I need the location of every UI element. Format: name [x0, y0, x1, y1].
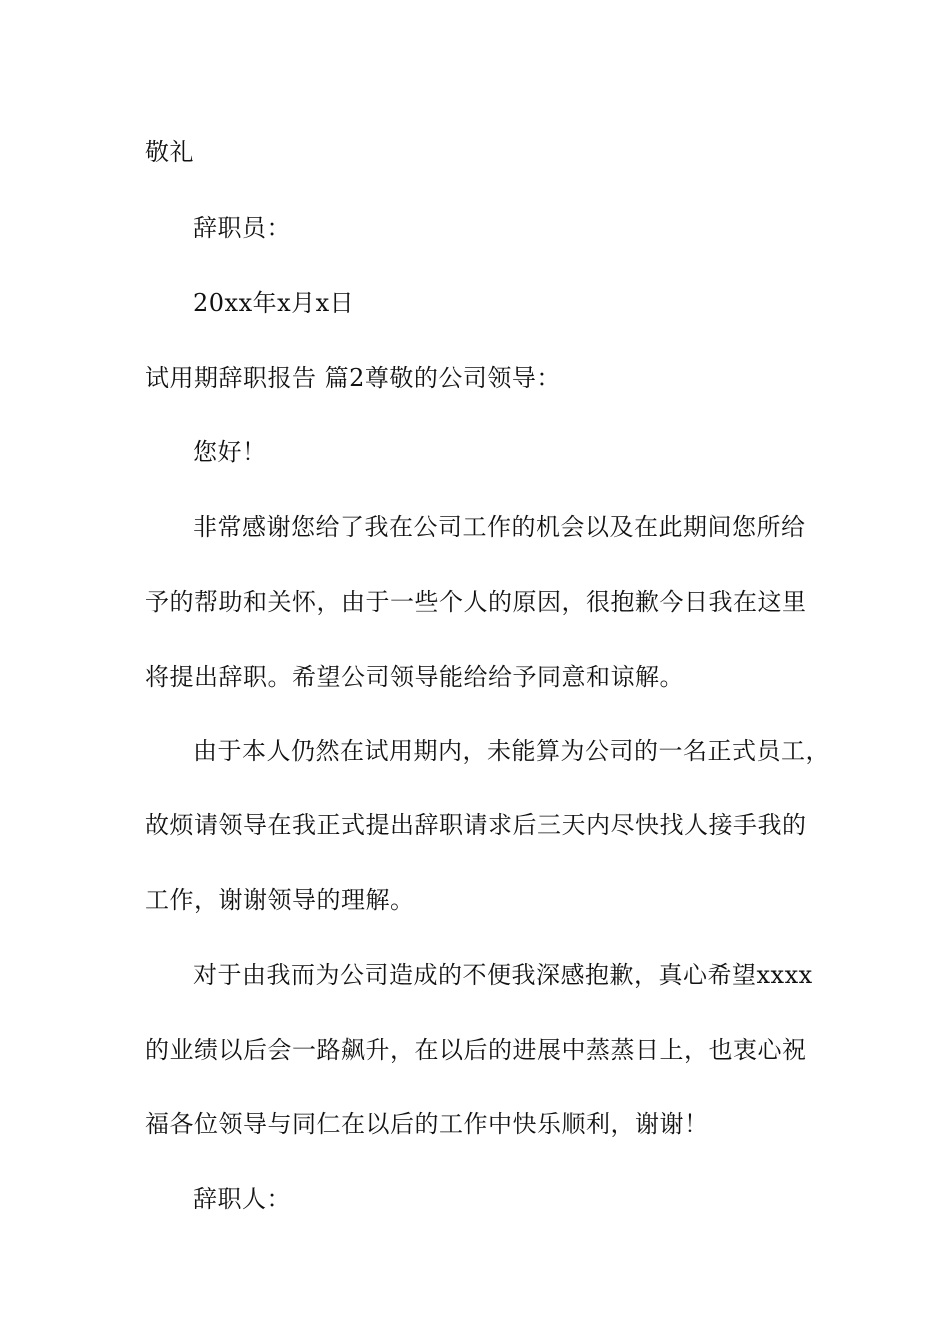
section-heading: 试用期辞职报告 篇2尊敬的公司领导：: [145, 364, 561, 392]
paragraph-2-line-1: 由于本人仍然在试用期内，未能算为公司的一名正式员工，: [193, 737, 830, 765]
paragraph-2-line-3: 工作，谢谢领导的理解。: [145, 886, 415, 914]
date-line: 20xx年x月x日: [193, 289, 355, 317]
paragraph-3-line-2: 的业绩以后会一路飙升，在以后的进展中蒸蒸日上，也衷心祝: [145, 1036, 807, 1064]
paragraph-1-line-1: 非常感谢您给了我在公司工作的机会以及在此期间您所给: [193, 513, 806, 541]
paragraph-3-line-3: 福各位领导与同仁在以后的工作中快乐顺利，谢谢！: [145, 1110, 709, 1138]
greeting: 您好！: [193, 438, 267, 466]
paragraph-3-line-1: 对于由我而为公司造成的不便我深感抱歉，真心希望xxxx: [193, 961, 813, 989]
paragraph-1-line-2: 予的帮助和关怀，由于一些个人的原因，很抱歉今日我在这里: [145, 588, 807, 616]
paragraph-2-line-2: 故烦请领导在我正式提出辞职请求后三天内尽快找人接手我的: [145, 811, 807, 839]
closing-salutation: 敬礼: [145, 138, 194, 166]
resigner-label: 辞职员：: [193, 214, 291, 242]
signature-label: 辞职人：: [193, 1185, 291, 1213]
paragraph-1-line-3: 将提出辞职。希望公司领导能给给予同意和谅解。: [145, 663, 684, 691]
